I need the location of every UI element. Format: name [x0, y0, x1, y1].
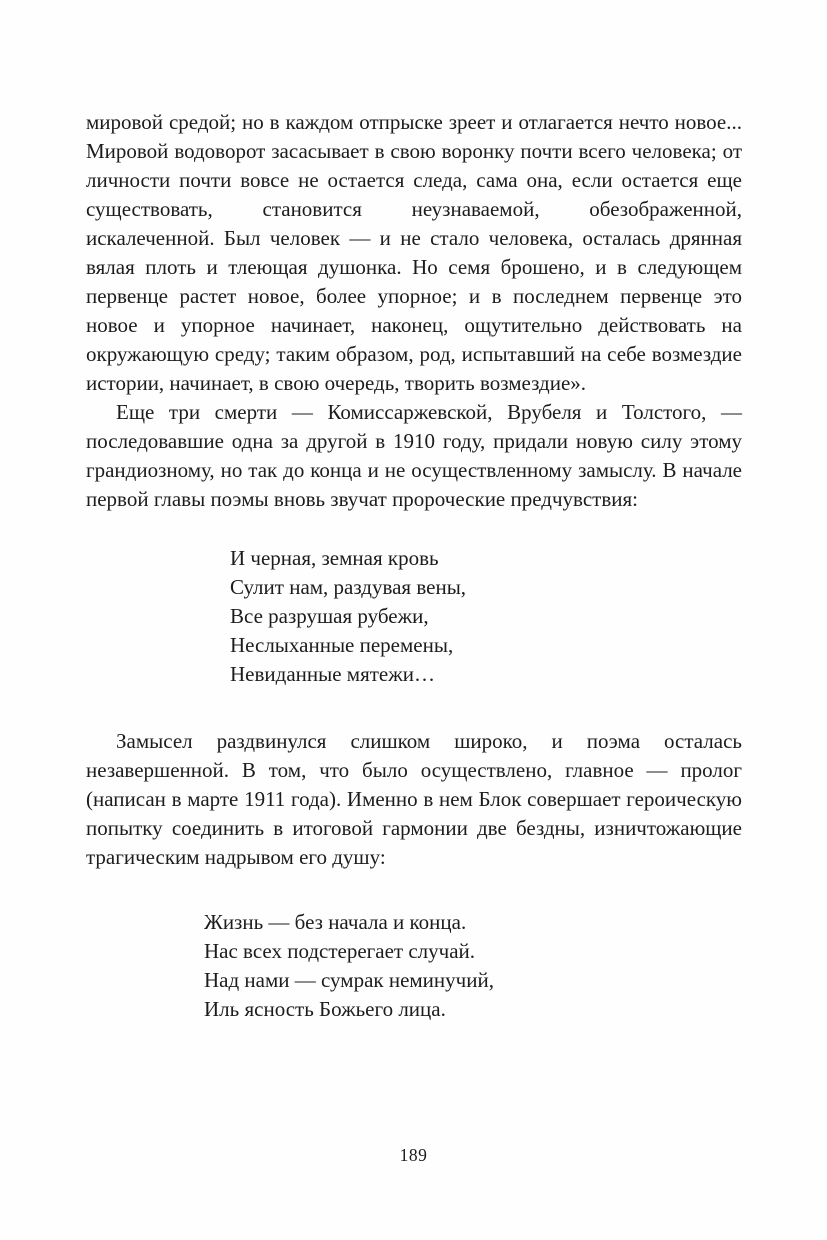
verse-line: Жизнь — без начала и конца. — [204, 910, 467, 934]
verse-line: Нас всех подстерегает случай. — [204, 939, 476, 963]
verse-line: Над нами — сумрак неминучий, — [204, 968, 494, 992]
verse-line: Иль ясность Божьего лица. — [204, 997, 446, 1021]
paragraph-1: мировой средой; но в каждом отпрыске зреет и отлагается нечто новое... Мировой водоворот засасывает в свою воронку почти всего человека; от личности почти вовсе не остается следа, сама она, если остается еще существовать, становится неузнаваемой, обезображенной, искалеченной. Был человек — и не стало человека, осталась дрянная вялая плоть и тлеющая душонка. Но семя брошено, и в следующем первенце растет новое, более упорное; и в последнем первенце это новое и упорное начинает, наконец, ощутительно действовать на окружающую среду; таким образом, род, испытавший на себе возмездие истории, начинает, в свою очередь, творить возмездие». — [86, 110, 742, 395]
page-body — [86, 108, 742, 1024]
verse-block-2 — [204, 908, 742, 1024]
verse-line: Сулит нам, раздувая вены, — [230, 575, 467, 599]
verse-line: Все разрушая рубежи, — [230, 604, 429, 628]
verse-line: Неслыханные перемены, — [230, 633, 454, 657]
paragraph-3: Замысел раздвинулся слишком широко, и поэма осталась незавершенной. В том, что было осуществлено, главное — пролог (написан в марте 1911 года). Именно в нем Блок совершает героическую попытку соединить в итоговой гармонии две бездны, изничтожающие трагическим надрывом его душу: — [86, 729, 742, 869]
page-number: 189 — [399, 1145, 428, 1165]
verse-block-1 — [230, 544, 742, 689]
verse-line: И черная, земная кровь — [230, 546, 439, 570]
paragraph-2: Еще три смерти — Комиссаржевской, Врубеля и Толстого, — последовавшие одна за другой в 1910 году, придали новую силу этому грандиозному, но так до конца и не осуществленному замыслу. В начале первой главы поэмы вновь звучат пророческие предчувствия: — [86, 400, 742, 511]
verse-line: Невиданные мятежи… — [230, 662, 435, 686]
